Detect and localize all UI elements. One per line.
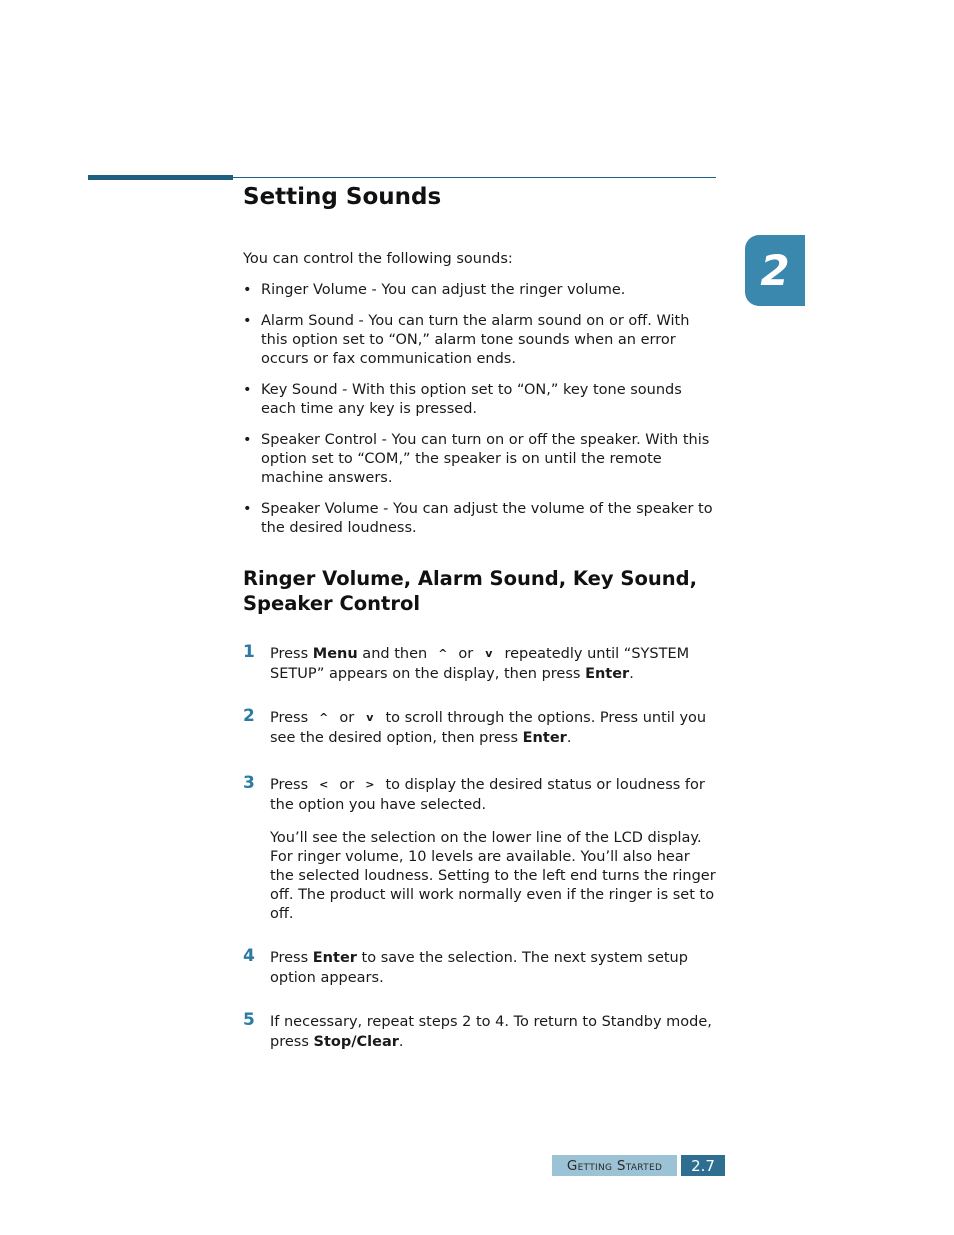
list-item [243, 381, 718, 419]
bullet-dot: • [243, 432, 252, 448]
step-text: Press Enter to save the selection. The next system setup option appears. [270, 950, 688, 986]
page-number: 2.7 [691, 1156, 715, 1175]
footer-section-label [552, 1155, 677, 1176]
list-item-text: Speaker Volume - You can adjust the volume of the speaker to the desired loudness. [261, 501, 713, 536]
header-rule-thick [88, 175, 233, 180]
section-title: Setting Sounds [243, 184, 442, 210]
menu-key-label: Menu [312, 646, 358, 662]
bullet-dot: • [243, 382, 252, 398]
up-arrow-icon: ^ [438, 647, 448, 660]
page-number-box [681, 1155, 725, 1176]
step-number: 3 [243, 773, 255, 793]
footer-section-text: Getting Started [566, 1157, 663, 1174]
step-text: Press Menu and then ^ or v repeatedly until “SYSTEM SETUP” appears on the display, then press Enter. [270, 646, 690, 682]
sound-options-list [243, 281, 718, 550]
up-arrow-icon: ^ [319, 711, 329, 724]
list-item-text: Speaker Control - You can turn on or off the speaker. With this option set to “COM,” the speaker is on until the remote machine answers. [261, 432, 710, 486]
bullet-dot: • [243, 313, 252, 329]
list-item [243, 312, 718, 369]
down-arrow-icon: v [485, 647, 493, 660]
right-arrow-icon: > [365, 778, 375, 791]
subsection-title: Ringer Volume, Alarm Sound, Key Sound, Speaker Control [243, 567, 697, 615]
bullet-dot: • [243, 501, 252, 517]
enter-key-label: Enter [312, 950, 357, 966]
step-number: 5 [243, 1010, 255, 1030]
step-note: You’ll see the selection on the lower line of the LCD display. For ringer volume, 10 levels are available. You’ll also hear the selected loudness. Setting to the left end turns the ringer off. The product will work normally even if the ringer is set to off. [270, 830, 716, 922]
step-text: If necessary, repeat steps 2 to 4. To return to Standby mode, press Stop/Clear. [270, 1014, 712, 1050]
bullet-dot: • [243, 282, 252, 298]
list-item [243, 500, 718, 538]
enter-key-label: Enter [522, 730, 567, 746]
list-item [243, 431, 718, 488]
left-arrow-icon: < [319, 778, 329, 791]
down-arrow-icon: v [366, 711, 374, 724]
chapter-tab [745, 235, 805, 306]
header-rule-thin [233, 177, 716, 178]
step-text: Press ^ or v to scroll through the options. Press until you see the desired option, then press Enter. [270, 710, 707, 746]
step-number: 1 [243, 642, 255, 662]
list-item [243, 281, 718, 300]
list-item-text: Alarm Sound - You can turn the alarm sound on or off. With this option set to “ON,” alarm tone sounds when an error occurs or fax communication ends. [261, 313, 690, 367]
list-item-text: Key Sound - With this option set to “ON,” key tone sounds each time any key is pressed. [261, 382, 682, 417]
step-number: 4 [243, 946, 255, 966]
list-item-text: Ringer Volume - You can adjust the ringer volume. [261, 282, 626, 298]
stop-clear-key-label: Stop/Clear [313, 1034, 399, 1050]
intro-text: You can control the following sounds: [243, 251, 513, 267]
step-text: Press < or > to display the desired status or loudness for the option you have selected. [270, 777, 705, 813]
chapter-number: 2 [760, 246, 790, 295]
step-number: 2 [243, 706, 255, 726]
enter-key-label: Enter [585, 666, 630, 682]
